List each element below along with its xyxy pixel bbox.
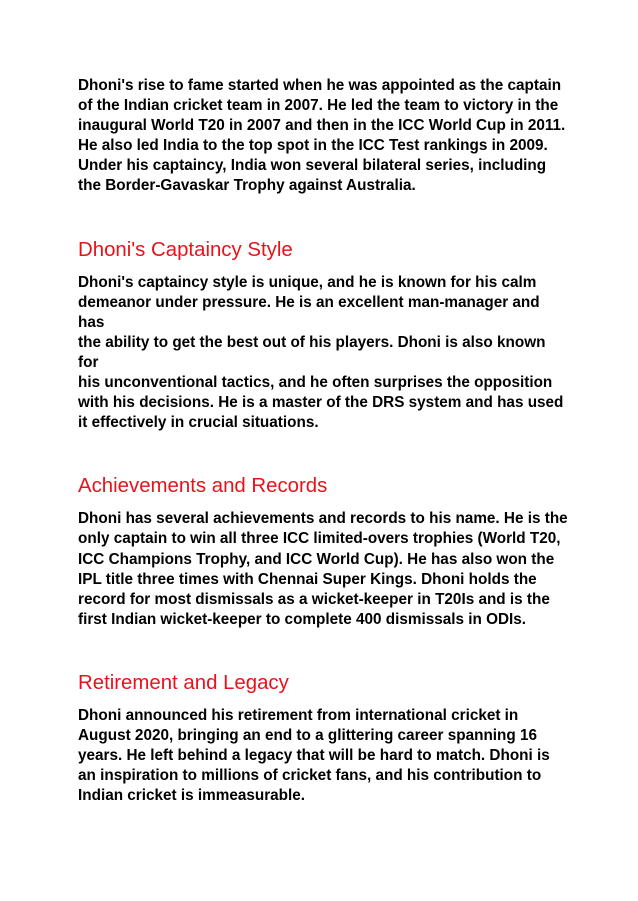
section-heading-captaincy-style: Dhoni's Captaincy Style <box>78 238 293 261</box>
section-heading-retirement: Retirement and Legacy <box>78 671 289 694</box>
section-paragraph-retirement: Dhoni announced his retirement from international cricket in August 2020, bringing an end to a glittering career spanning 16 years. He left behind a legacy that will be hard to match. Dhoni is an inspiration to millions of cricket fans, and his contribution to Indian cricket is immeasurable. <box>78 706 550 805</box>
document-page <box>78 76 568 806</box>
section-paragraph-achievements: Dhoni has several achievements and records to his name. He is the only captain to win all three ICC limited-overs trophies (World T20, ICC Champions Trophy, and ICC World Cup). He has also won the IPL title three times with Chennai Super Kings. Dhoni holds the record for most dismissals as a wicket-keeper in T20Is and is the first Indian wicket-keeper to complete 400 dismissals in ODIs. <box>78 510 568 628</box>
section-paragraph-captaincy-style: Dhoni's captaincy style is unique, and he is known for his calm demeanor under pressure. He is an excellent man-manager and has the ability to get the best out of his players. Dhoni is also known for his unconventional tactics, and he often surprises the opposition with his decisions. He is a master of the DRS system and has used it effectively in crucial situations. <box>78 273 564 432</box>
intro-paragraph: Dhoni's rise to fame started when he was appointed as the captain of the Indian cricket team in 2007. He led the team to victory in the inaugural World T20 in 2007 and then in the ICC World Cup in 2011. He also led India to the top spot in the ICC Test rankings in 2009. Under his captaincy, India won several bilateral series, including the Border-Gavaskar Trophy against Australia. <box>78 77 566 195</box>
section-heading-achievements: Achievements and Records <box>78 475 328 498</box>
